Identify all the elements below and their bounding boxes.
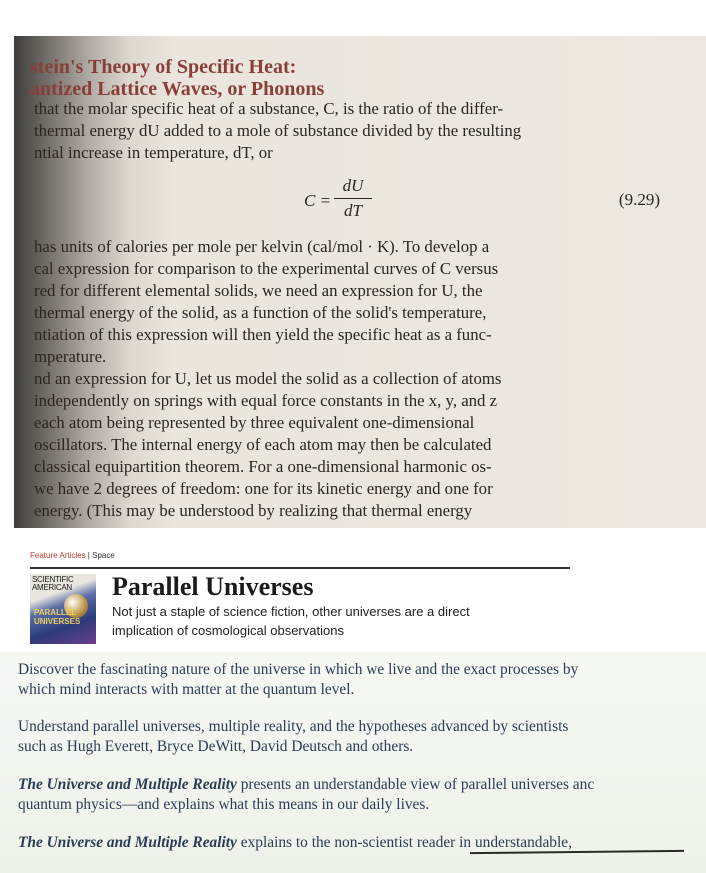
cover-masthead: SCIENTIFIC AMERICAN <box>32 575 74 592</box>
blurb-text: presents an understandable view of parallel universes anc <box>236 776 595 793</box>
equation-denominator: dT <box>344 201 362 220</box>
body-line: classical equipartition theorem. For a one-dimensional harmonic os- <box>34 457 492 476</box>
blurb-line <box>18 775 690 795</box>
equation-lhs: C = <box>304 191 332 210</box>
breadcrumb-category[interactable]: Feature Articles <box>30 551 86 560</box>
body-line: thermal energy dU added to a mole of substance divided by the resulting <box>34 121 522 140</box>
equation-fraction <box>334 176 372 221</box>
book-title: The Universe and Multiple Reality <box>18 776 237 793</box>
body-line: we have 2 degrees of freedom: one for its kinetic energy and one for <box>34 479 493 498</box>
section-heading-line1: stein's Theory of Specific Heat: <box>30 56 297 78</box>
body-line: that the molar specific heat of a substance, C, is the ratio of the differ- <box>34 99 504 118</box>
magazine-cover-thumbnail[interactable] <box>30 574 96 644</box>
blurb-line: quantum physics—and explains what this means in our daily lives. <box>18 796 430 813</box>
fraction-bar <box>334 198 372 199</box>
body-line: cal expression for comparison to the experimental curves of C versus <box>34 259 499 278</box>
section-heading-line2: antized Lattice Waves, or Phonons <box>30 78 325 100</box>
breadcrumb-section[interactable]: Space <box>92 551 115 560</box>
body-line: mperature. <box>34 347 107 366</box>
cover-title: PARALLEL UNIVERSES <box>34 608 81 626</box>
body-line: energy. (This may be understood by realizing that thermal energy <box>34 501 473 520</box>
body-line: ntiation of this expression will then yield the specific heat as a func- <box>34 325 492 344</box>
breadcrumb-separator: | <box>85 551 93 560</box>
breadcrumb <box>30 551 115 560</box>
equation-9-29 <box>304 174 684 228</box>
blurb-line: Understand parallel universes, multiple reality, and the hypotheses advanced by scientists <box>18 718 569 735</box>
textbook-scan <box>14 36 706 528</box>
body-line: ntial increase in temperature, dT, or <box>34 143 273 162</box>
article-title[interactable]: Parallel Universes <box>112 572 314 601</box>
body-line: independently on springs with equal force constants in the x, y, and z <box>34 391 498 410</box>
blurb-line: which mind interacts with matter at the quantum level. <box>18 681 355 698</box>
blurb-line: such as Hugh Everett, Bryce DeWitt, David Deutsch and others. <box>18 738 414 755</box>
blurb-line: Discover the fascinating nature of the universe in which we live and the exact processes by <box>18 661 579 678</box>
divider <box>30 567 570 569</box>
body-line: each atom being represented by three equivalent one-dimensional <box>34 413 475 432</box>
body-line: oscillators. The internal energy of each atom may then be calculated <box>34 435 492 454</box>
body-line: thermal energy of the solid, as a function of the solid's temperature, <box>34 303 487 322</box>
body-line: nd an expression for U, let us model the solid as a collection of atoms <box>34 369 502 388</box>
equation-number: (9.29) <box>618 190 660 209</box>
book-title: The Universe and Multiple Reality <box>18 834 237 851</box>
body-line: red for different elemental solids, we need an expression for U, the <box>34 281 483 300</box>
body-line: has units of calories per mole per kelvin (cal/mol · K). To develop a <box>34 237 490 256</box>
article-subtitle: Not just a staple of science fiction, other universes are a direct implication of cosmological observations <box>112 604 470 638</box>
blurb-text: explains to the non-scientist reader in understandable, <box>236 834 572 851</box>
equation-numerator: dU <box>342 176 364 195</box>
section-heading <box>30 56 324 100</box>
